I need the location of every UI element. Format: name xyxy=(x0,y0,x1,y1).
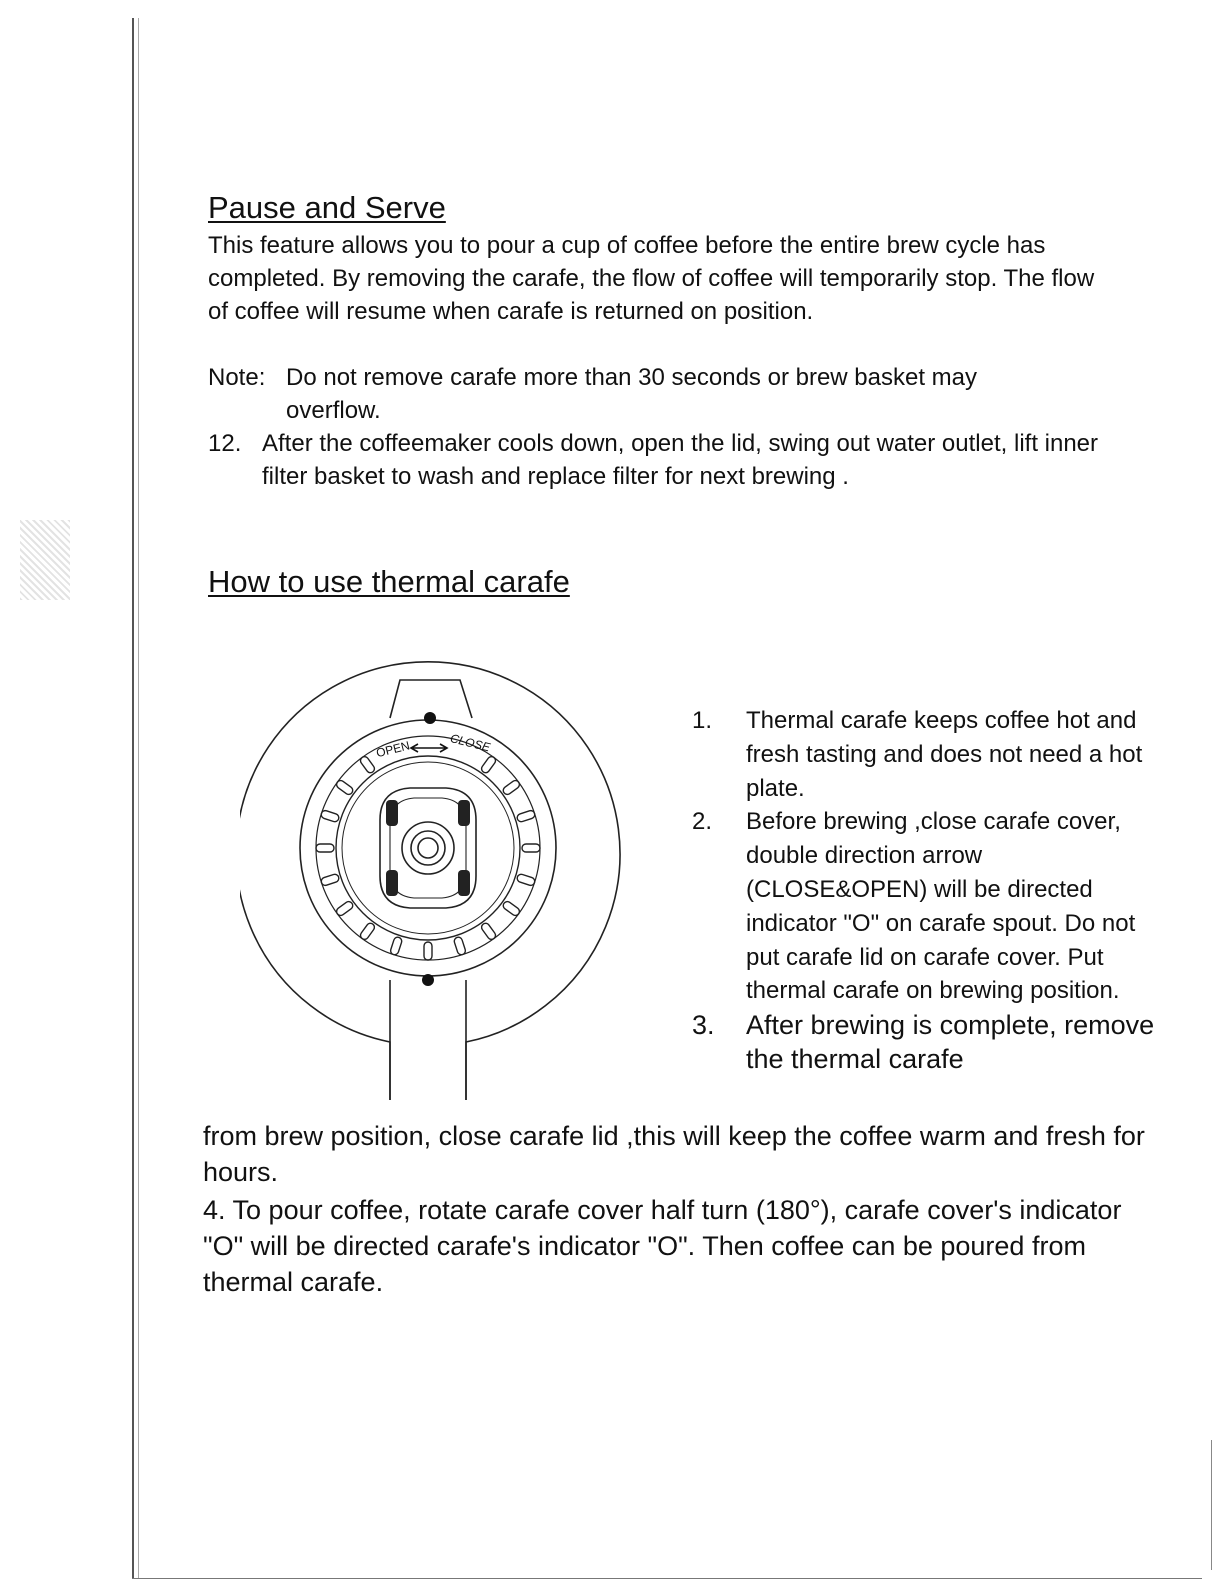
scan-artifact xyxy=(20,520,70,600)
grip-ridge xyxy=(424,942,432,960)
center-knob-outer xyxy=(402,822,454,874)
lock-tab-bottom-left xyxy=(386,870,398,896)
carafe-cover-diagram xyxy=(240,660,630,1110)
thermal-carafe-heading: How to use thermal carafe xyxy=(208,564,570,599)
grip-ridge xyxy=(316,844,334,852)
center-knob-inner xyxy=(418,838,438,858)
step-3-continuation: from brew position, close carafe lid ,this will keep the coffee warm and fresh for hours. xyxy=(203,1121,1145,1187)
right-edge-mark xyxy=(1211,1440,1214,1570)
overflow-note xyxy=(208,361,1108,427)
carafe-handle xyxy=(390,980,466,1100)
pause-intro-paragraph: This feature allows you to pour a cup of coffee before the entire brew cycle has completed. By removing the carafe, the flow of coffee will temporarily stop. The flow of coffee will resume when carafe is returned on position. xyxy=(208,232,1095,325)
cover-inner-ring xyxy=(316,736,540,960)
note-label: Note: xyxy=(208,364,266,391)
grip-ridge xyxy=(359,755,376,774)
step-3-number: 3. xyxy=(692,1010,715,1041)
grip-ridge xyxy=(390,936,403,956)
carafe-outer-rim xyxy=(240,662,620,1100)
grip-ridge xyxy=(335,900,354,917)
lock-tab-top-right xyxy=(458,800,470,826)
grip-ridge xyxy=(516,873,536,886)
grip-ridge xyxy=(320,873,340,886)
cover-indicator-dot xyxy=(422,974,434,986)
lock-tab-bottom-right xyxy=(458,870,470,896)
grip-ridge xyxy=(453,936,466,956)
list-item xyxy=(692,1008,1162,1076)
grip-ridge xyxy=(335,779,354,796)
grip-ridge xyxy=(522,844,540,852)
cover-outer-ring xyxy=(300,720,556,976)
grip-ridge xyxy=(516,810,536,823)
close-label: CLOSE xyxy=(448,731,492,755)
binding-edge xyxy=(132,18,139,1578)
thermal-carafe-steps xyxy=(692,704,1162,1076)
list-item xyxy=(692,704,1162,805)
step-2-text: Before brewing ,close carafe cover, double direction arrow (CLOSE&OPEN) will be directed indicator "O" on carafe spout. Do not put carafe lid on carafe cover. Put thermal carafe on brewing position. xyxy=(746,808,1136,1005)
cover-center-plate xyxy=(336,756,520,940)
grip-ridge xyxy=(502,779,521,796)
bottom-edge xyxy=(132,1578,1202,1579)
list-item xyxy=(692,805,1162,1008)
note-text-line1: Do not remove carafe more than 30 seconds or brew basket may xyxy=(286,364,978,391)
step-1-number: 1. xyxy=(692,707,713,734)
step-2-number: 2. xyxy=(692,808,713,836)
step-12-number: 12. xyxy=(208,430,242,457)
grip-ridge xyxy=(480,755,497,774)
center-knob-middle xyxy=(411,831,445,865)
double-direction-arrow xyxy=(411,744,447,752)
pause-and-serve-heading: Pause and Serve xyxy=(208,190,446,225)
note-text-line2: overflow. xyxy=(286,397,381,424)
grip-ridge xyxy=(320,810,340,823)
step-1-text: Thermal carafe keeps coffee hot and fresh tasting and does not need a hot plate. xyxy=(746,707,1143,802)
grip-ridge xyxy=(502,900,521,917)
step-4: 4. To pour coffee, rotate carafe cover half turn (180°), carafe cover's indicator "O" will be directed carafe's indicator "O". Then coffee can be poured from thermal carafe. xyxy=(203,1195,1122,1297)
step-3-text: After brewing is complete, remove the thermal carafe xyxy=(746,1010,1155,1075)
step-12 xyxy=(208,427,1108,493)
lock-tab-top-left xyxy=(386,800,398,826)
step-12-text: After the coffeemaker cools down, open the lid, swing out water outlet, lift inner filter basket to wash and replace filter for next brewing . xyxy=(262,430,1099,490)
spout-indicator-dot xyxy=(424,712,436,724)
grip-ridge xyxy=(480,922,497,941)
open-label: OPEN xyxy=(374,738,412,761)
grip-ridge xyxy=(359,922,376,941)
